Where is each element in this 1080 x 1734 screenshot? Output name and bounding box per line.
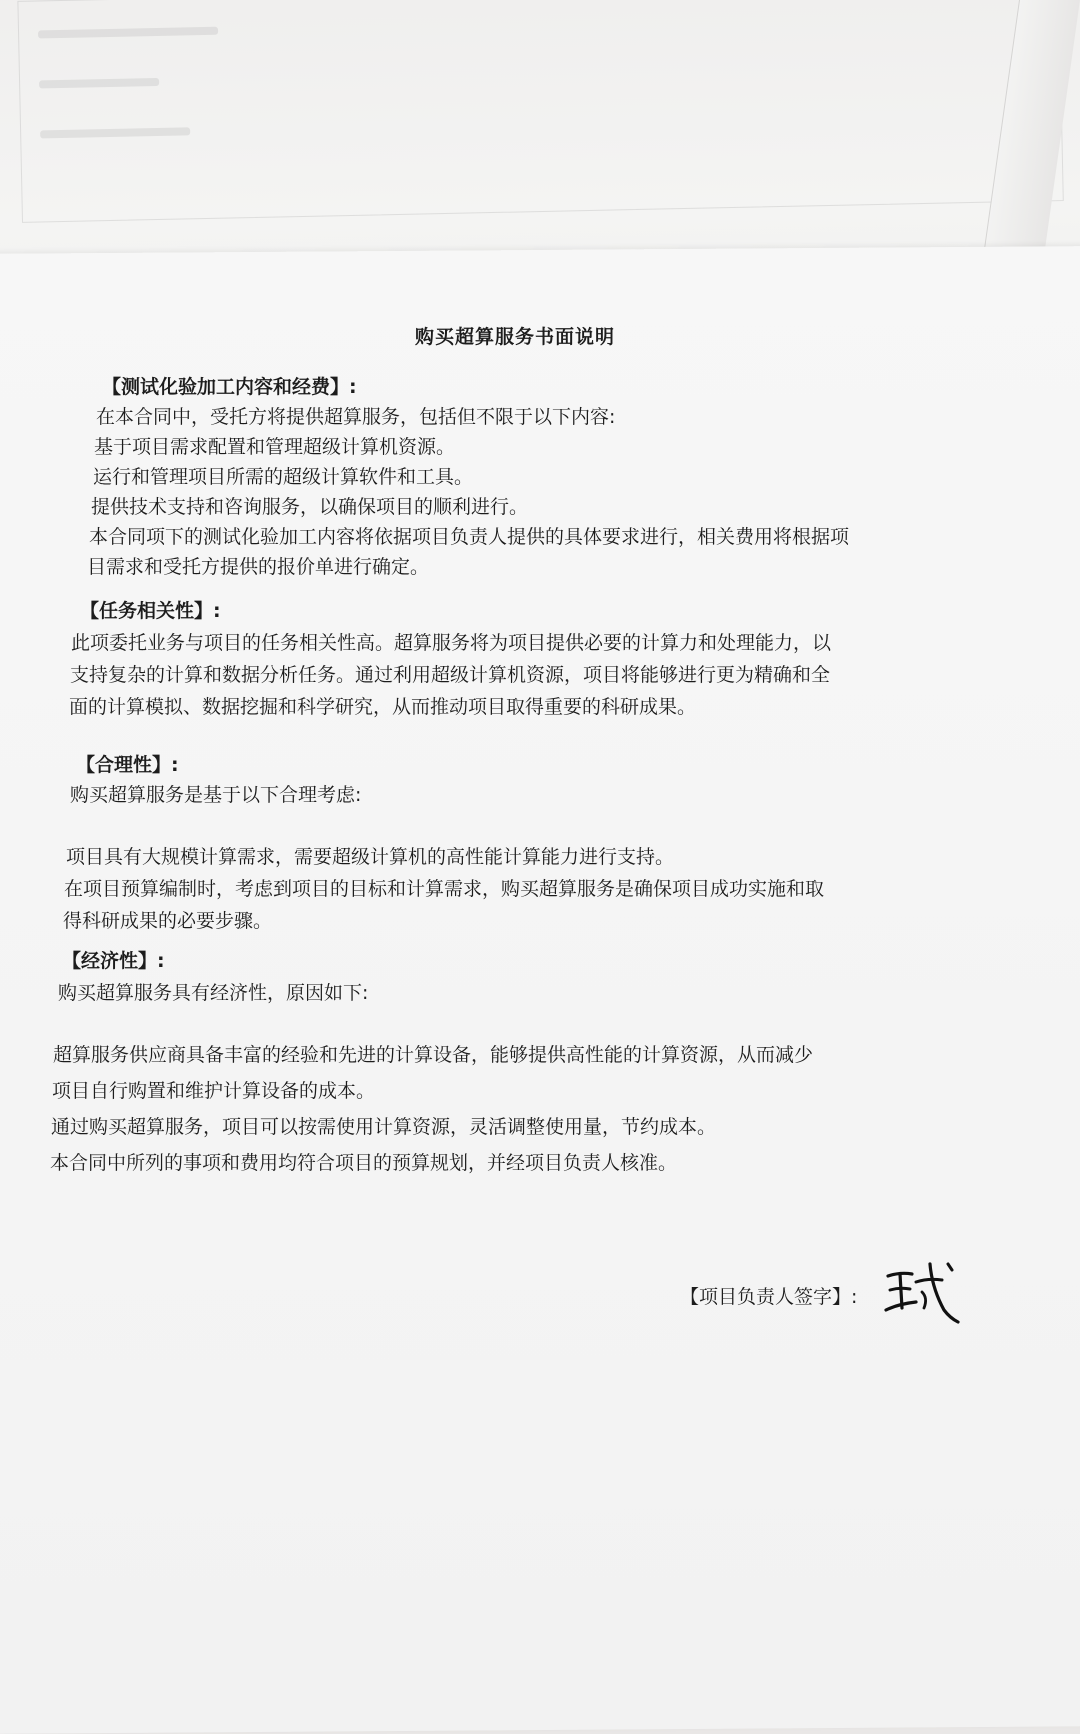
paragraph-line: 运行和管理项目所需的超级计算软件和工具。 bbox=[93, 466, 474, 488]
section-heading: 【测试化验加工内容和经费】: bbox=[102, 376, 357, 398]
paragraph-line: 在项目预算编制时，考虑到项目的目标和计算需求，购买超算服务是确保项目成功实施和取 bbox=[64, 878, 825, 900]
paragraph-line: 超算服务供应商具备丰富的经验和先进的计算设备，能够提供高性能的计算资源，从而减少 bbox=[53, 1044, 814, 1066]
section-heading: 【经济性】: bbox=[62, 950, 165, 972]
paragraph-line: 购买超算服务是基于以下合理考虑: bbox=[70, 784, 362, 806]
paragraph-line: 提供技术支持和咨询服务，以确保项目的顺利进行。 bbox=[91, 496, 529, 518]
paragraph-line: 本合同项下的测试化验加工内容将依据项目负责人提供的具体要求进行，相关费用将根据项 bbox=[89, 526, 850, 548]
document-title: 购买超算服务书面说明 bbox=[414, 326, 615, 348]
section-heading: 【合理性】: bbox=[76, 754, 179, 776]
paragraph-line: 通过购买超算服务，项目可以按需使用计算资源，灵活调整使用量，节约成本。 bbox=[51, 1116, 717, 1138]
signature-label: 【项目负责人签字】: bbox=[680, 1286, 858, 1308]
paragraph-line: 项目自行购置和维护计算设备的成本。 bbox=[52, 1080, 376, 1102]
paragraph-line: 在本合同中，受托方将提供超算服务，包括但不限于以下内容: bbox=[96, 406, 616, 428]
paragraph-line: 此项委托业务与项目的任务相关性高。超算服务将为项目提供必要的计算力和处理能力，以 bbox=[71, 632, 832, 654]
paragraph-line: 基于项目需求配置和管理超级计算机资源。 bbox=[94, 436, 456, 458]
section-heading: 【任务相关性】: bbox=[80, 600, 221, 622]
handwritten-signature bbox=[882, 1258, 962, 1328]
paragraph-line: 购买超算服务具有经济性，原因如下: bbox=[58, 982, 369, 1004]
paragraph-line: 目需求和受托方提供的报价单进行确定。 bbox=[87, 556, 430, 578]
paragraph-line: 支持复杂的计算和数据分析任务。通过利用超级计算机资源，项目将能够进行更为精确和全 bbox=[70, 664, 831, 686]
paragraph-line: 项目具有大规模计算需求，需要超级计算机的高性能计算能力进行支持。 bbox=[66, 846, 675, 868]
paragraph-line: 本合同中所列的事项和费用均符合项目的预算规划，并经项目负责人核准。 bbox=[50, 1152, 678, 1174]
paragraph-line: 得科研成果的必要步骤。 bbox=[63, 910, 273, 932]
paragraph-line: 面的计算模拟、数据挖掘和科学研究，从而推动项目取得重要的科研成果。 bbox=[69, 696, 697, 718]
